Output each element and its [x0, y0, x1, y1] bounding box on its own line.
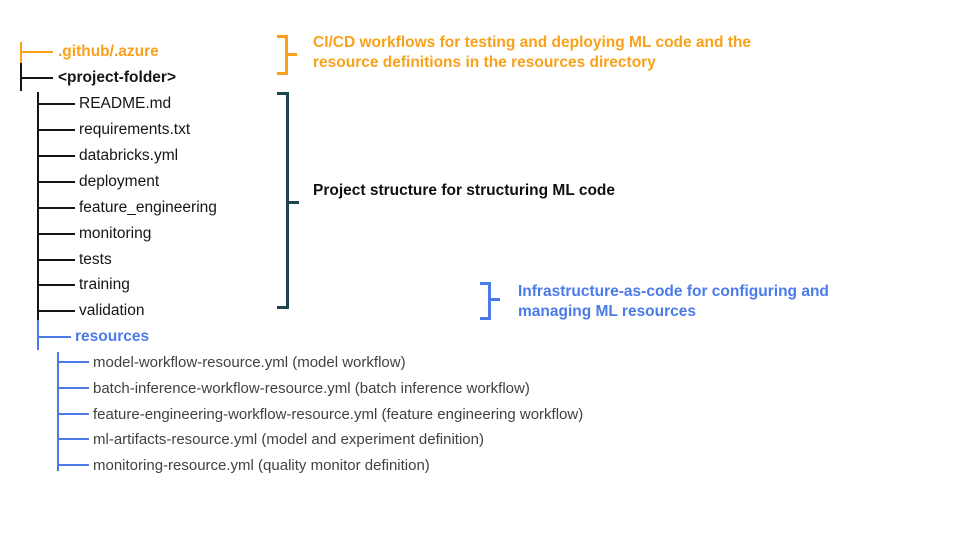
annotation-line: CI/CD workflows for testing and deploying ML code and the [313, 34, 752, 51]
tree-item-feature-engineering-workflow-resource [0, 401, 583, 427]
tree-item-requirements [0, 117, 190, 143]
tree-item-label: resources [75, 328, 150, 345]
tree-item-label: validation [79, 302, 145, 319]
tree-branch-icon [37, 129, 75, 131]
annotation-line: resource definitions in the resources directory [313, 54, 656, 71]
annotation-line: Project structure for structuring ML code [313, 182, 616, 199]
tree-item-training [0, 272, 130, 298]
bracket-top-arm [277, 92, 286, 95]
tree-branch-icon [37, 233, 75, 235]
tree-item-validation [0, 298, 145, 324]
bracket-top-arm [480, 282, 488, 285]
tree-branch-icon [37, 284, 75, 286]
tree-item-label: databricks.yml [79, 147, 179, 164]
tree-item-label: .github/.azure [58, 43, 159, 60]
tree-branch-icon [37, 310, 75, 312]
tree-branch-icon [57, 438, 89, 440]
tree-item-monitoring-resource [0, 452, 430, 478]
bracket-nub [491, 298, 500, 301]
tree-item-feature-engineering [0, 195, 217, 221]
tree-item-github-azure [0, 39, 159, 65]
bracket-nub [288, 53, 297, 56]
tree-item-label: batch-inference-workflow-resource.yml (batch inference workflow) [93, 379, 530, 397]
tree-branch-icon [57, 387, 89, 389]
tree-item-label: deployment [79, 173, 160, 190]
tree-item-project-folder [0, 65, 176, 91]
tree-item-monitoring [0, 221, 151, 247]
tree-branch-icon [57, 361, 89, 363]
tree-branch-icon [57, 464, 89, 466]
tree-item-model-workflow-resource [0, 349, 406, 375]
tree-item-label: model-workflow-resource.yml (model workflow) [93, 353, 406, 371]
tree-item-label: feature-engineering-workflow-resource.yml (feature engineering workflow) [93, 405, 584, 423]
tree-item-label: README.md [79, 95, 172, 112]
tree-branch-icon [37, 259, 75, 261]
tree-branch-icon [20, 77, 53, 79]
tree-item-label: training [79, 276, 130, 293]
tree-branch-icon [37, 155, 75, 157]
tree-item-batch-inference-workflow-resource [0, 375, 530, 401]
iac-annotation [518, 282, 829, 322]
tree-item-label: <project-folder> [58, 69, 176, 86]
project-structure-annotation [313, 181, 615, 201]
tree-branch-icon [37, 207, 75, 209]
cicd-annotation [313, 33, 751, 73]
tree-item-label: ml-artifacts-resource.yml (model and experiment definition) [93, 430, 484, 448]
bracket-top-arm [277, 35, 285, 38]
bracket-bottom-arm [277, 72, 285, 75]
tree-branch-icon [37, 336, 71, 338]
bracket-bottom-arm [480, 317, 488, 320]
tree-branch-icon [20, 51, 53, 53]
tree-item-label: tests [79, 251, 112, 268]
tree-item-databricks-yml [0, 143, 178, 169]
tree-item-label: requirements.txt [79, 121, 191, 138]
tree-item-ml-artifacts-resource [0, 426, 484, 452]
tree-item-readme [0, 91, 171, 117]
tree-item-resources [0, 324, 149, 350]
tree-branch-icon [37, 181, 75, 183]
annotation-line: Infrastructure-as-code for configuring and [518, 283, 829, 300]
bracket-nub [289, 201, 299, 204]
bracket-bottom-arm [277, 306, 286, 309]
tree-item-label: monitoring-resource.yml (quality monitor definition) [93, 456, 430, 474]
tree-branch-icon [57, 413, 89, 415]
tree-item-tests [0, 247, 112, 273]
tree-item-deployment [0, 169, 159, 195]
tree-item-label: feature_engineering [79, 199, 217, 216]
tree-branch-icon [37, 103, 75, 105]
annotation-line: managing ML resources [518, 303, 697, 320]
tree-item-label: monitoring [79, 225, 152, 242]
bracket-vertical [488, 282, 491, 320]
